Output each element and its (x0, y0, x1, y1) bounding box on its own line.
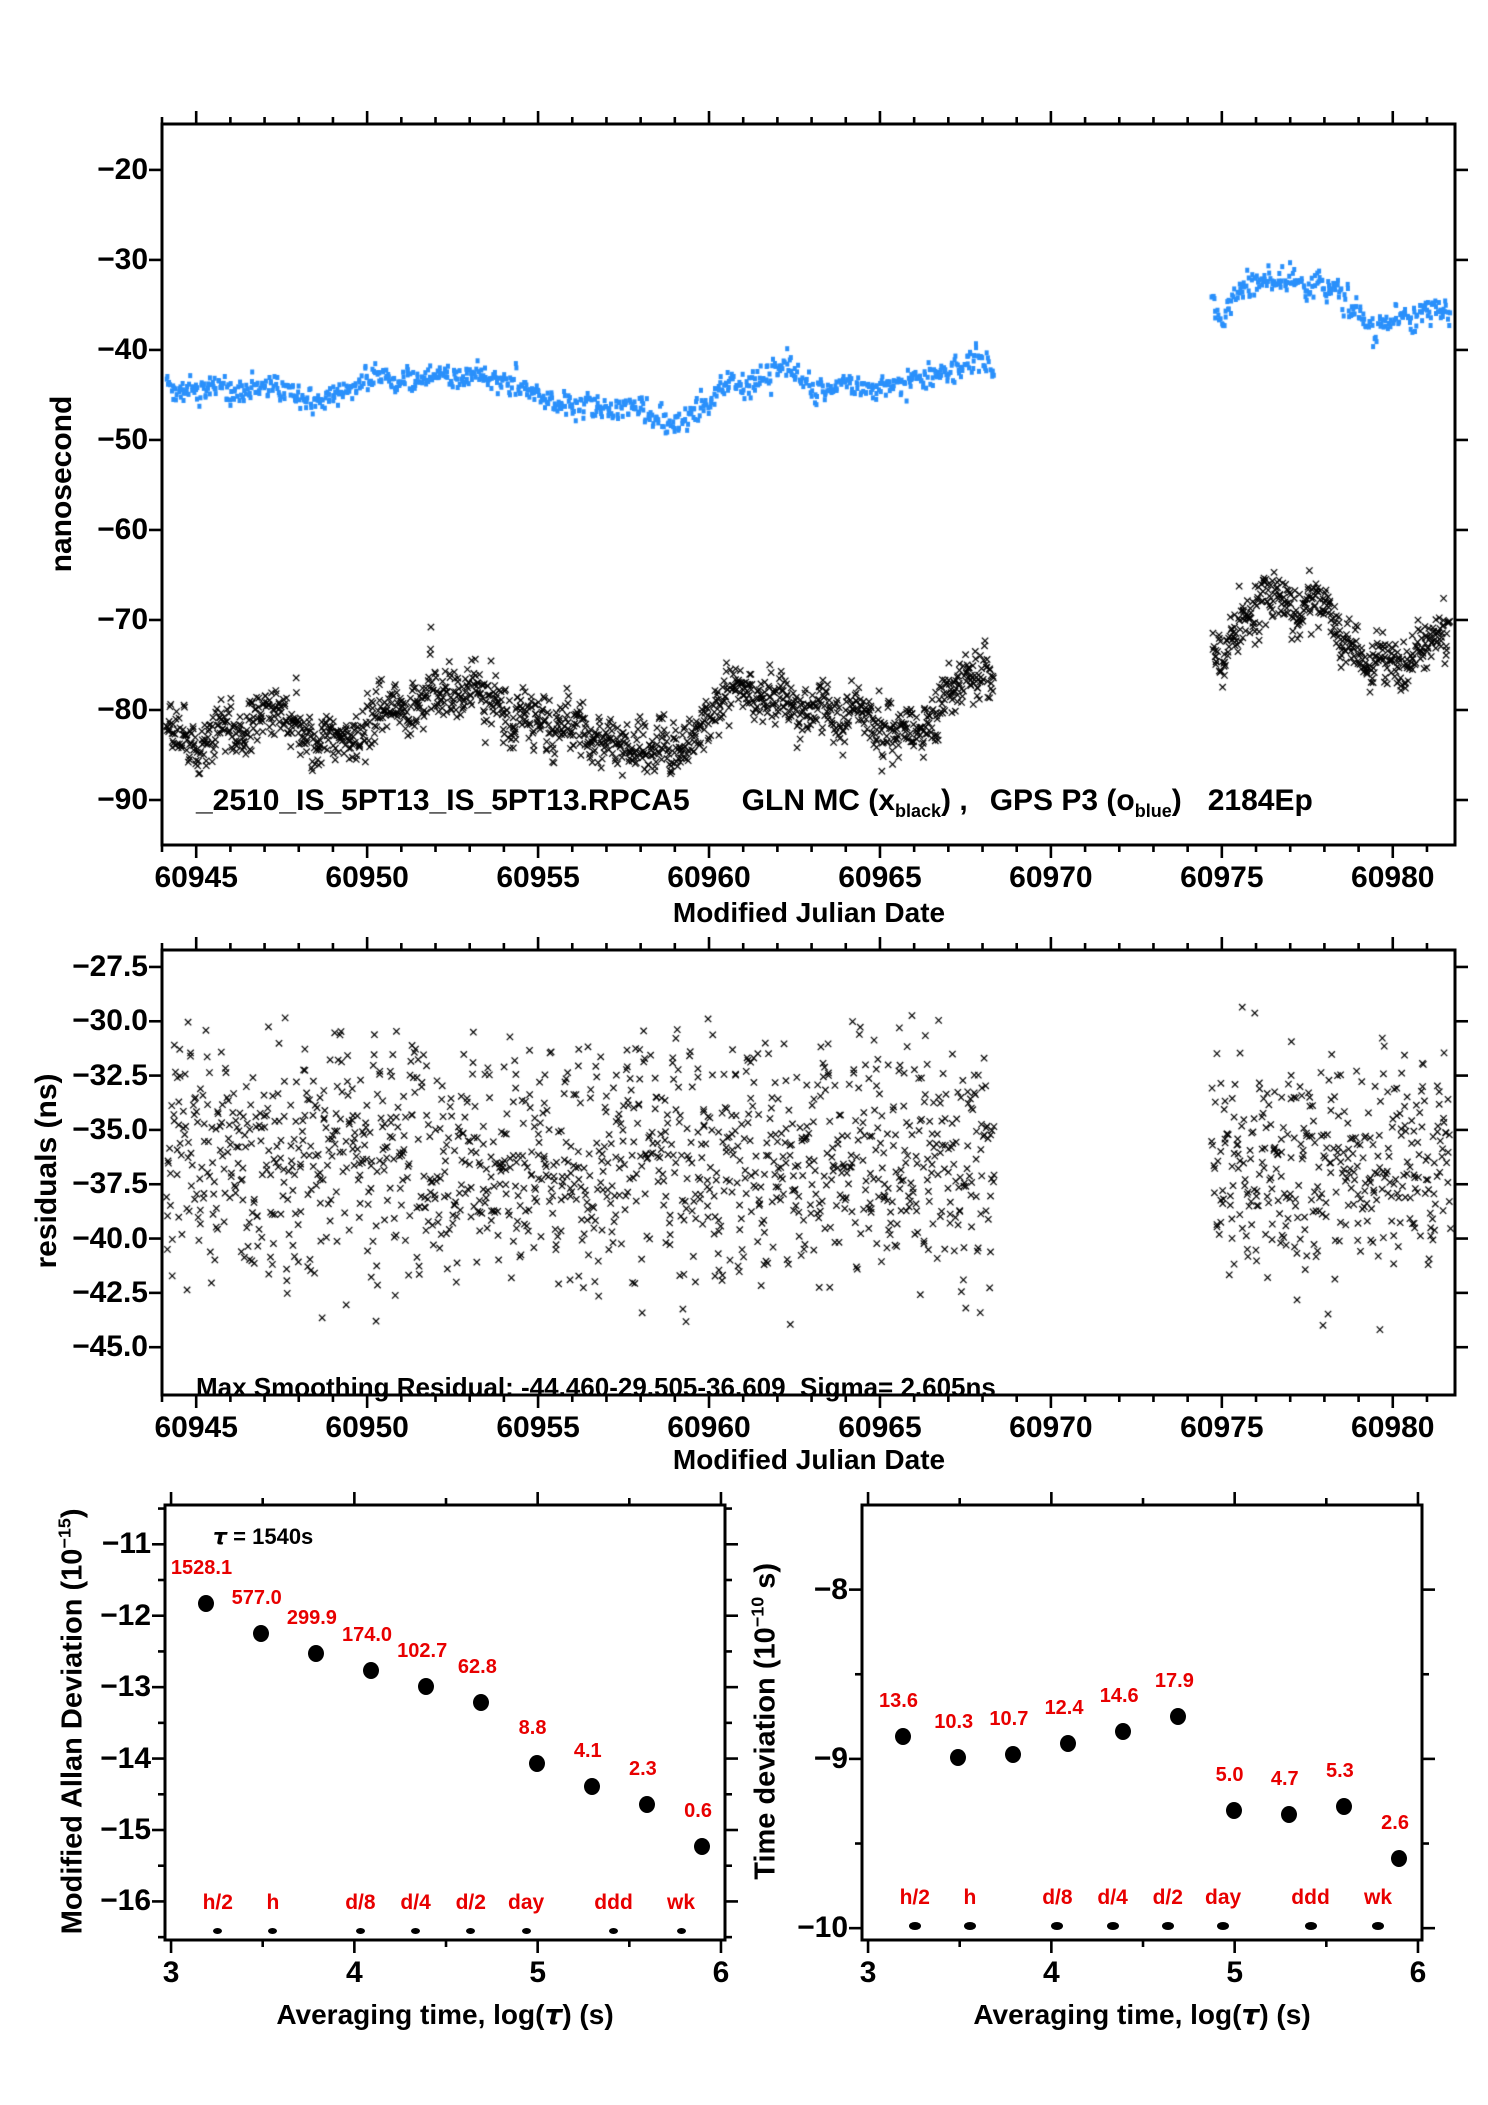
value-label: 10.3 (934, 1710, 974, 1733)
scatter-canvas-top-timeseries (162, 124, 1455, 845)
x-tick-label: 60965 (838, 861, 922, 894)
panel3-x-axis-title (195, 1998, 695, 2031)
tau-symbol: τ (1241, 1998, 1260, 2031)
value-label: 5.0 (1215, 1763, 1244, 1786)
value-label: 2.6 (1381, 1811, 1409, 1834)
data-point-dot (363, 1662, 379, 1679)
y-tick-label: −90 (97, 782, 148, 816)
x-tick-label: 60975 (1180, 861, 1264, 894)
x-tick-label: 6 (712, 1956, 730, 1989)
value-label: 14.6 (1099, 1685, 1139, 1708)
value-label: 12.4 (1044, 1697, 1084, 1720)
panel1-y-axis-title-text: nanosecond (45, 395, 78, 573)
y-tick-label: −45.0 (72, 1330, 148, 1364)
data-point-dot (1226, 1802, 1242, 1819)
period-label: d/8 (345, 1891, 376, 1915)
panel2-x-axis-title (509, 1444, 1109, 1476)
x-tick-label: 60970 (1009, 861, 1093, 894)
y-tick-label: −27.5 (72, 949, 148, 983)
period-label: d/4 (400, 1891, 431, 1915)
value-label: 4.1 (573, 1740, 602, 1763)
y-tick-label: −60 (97, 512, 148, 546)
x-tick-label: 3 (162, 1956, 180, 1989)
period-label: day (1205, 1885, 1242, 1909)
value-label: 62.8 (457, 1655, 497, 1678)
period-label: d/4 (1097, 1885, 1128, 1909)
period-label: day (508, 1891, 545, 1915)
period-label: h/2 (202, 1891, 233, 1915)
panel1-x-axis-title-text: Modified Julian Date (672, 897, 946, 928)
panel1-x-axis-title (509, 897, 1109, 929)
value-label: 5.3 (1326, 1759, 1354, 1782)
y-tick-label: −13 (100, 1670, 151, 1704)
y-tick-label: −50 (97, 422, 148, 456)
period-label: h/2 (899, 1885, 930, 1909)
x-tick-label: 60955 (496, 1411, 580, 1444)
panel3-y-axis-title-text: Modified Allan Deviation (10 (56, 1548, 89, 1935)
value-label: 4.7 (1270, 1768, 1299, 1791)
x-tick-label: 60950 (325, 861, 409, 894)
x-tick-label: 60955 (496, 861, 580, 894)
x-tick-label: 60980 (1351, 1411, 1435, 1444)
y-tick-label: −11 (101, 1527, 151, 1561)
period-label: d/8 (1042, 1885, 1073, 1909)
panel4-y-axis-exponent: −10 (747, 1596, 768, 1628)
y-tick-label: −20 (97, 152, 148, 186)
y-tick-label: −30 (97, 242, 148, 276)
tau-annotation-symbol: τ (213, 1525, 228, 1550)
y-tick-label: −12 (100, 1598, 151, 1632)
panel4-y-axis-title-text: Time deviation (10 (749, 1627, 782, 1880)
x-tick-label: 60960 (667, 861, 751, 894)
panel3-x-axis-title-pre: Averaging time, log( (276, 1999, 545, 2030)
value-label: 577.0 (231, 1586, 282, 1609)
x-tick-label: 60970 (1009, 1411, 1093, 1444)
y-tick-label: −32.5 (72, 1058, 148, 1092)
y-tick-label: −80 (97, 692, 148, 726)
y-tick-label: −15 (100, 1813, 151, 1846)
value-label: 10.7 (989, 1707, 1029, 1730)
data-point-dot (950, 1749, 966, 1766)
data-point-dot (1391, 1850, 1407, 1867)
x-tick-label: 5 (529, 1956, 546, 1989)
panel3-y-axis-close: ) (56, 1508, 89, 1519)
period-label: wk (666, 1891, 695, 1915)
panel4-x-axis-title (892, 1998, 1392, 2031)
y-tick-label: −8 (813, 1572, 848, 1606)
panel2-y-axis-title-text: residuals (ns) (30, 1073, 63, 1269)
y-tick-label: −40.0 (72, 1221, 148, 1255)
x-tick-label: 60945 (154, 861, 238, 894)
y-tick-label: −14 (100, 1741, 151, 1775)
data-point-dot (694, 1838, 710, 1855)
x-tick-label: 6 (1409, 1956, 1427, 1989)
y-tick-label: −40 (97, 332, 148, 366)
value-label: 17.9 (1154, 1670, 1194, 1693)
x-tick-label: 4 (1043, 1956, 1060, 1989)
period-label: h (266, 1891, 280, 1915)
value-label: 0.6 (684, 1799, 712, 1822)
period-marker (964, 1922, 976, 1930)
y-tick-label: −70 (97, 602, 148, 636)
panel4-x-axis-title-pre: Averaging time, log( (973, 1999, 1242, 2030)
data-point-dot (473, 1694, 489, 1711)
x-tick-label: 3 (859, 1956, 877, 1989)
x-tick-label: 5 (1226, 1956, 1243, 1989)
period-marker (909, 1922, 921, 1930)
x-tick-label: 60980 (1351, 861, 1435, 894)
x-tick-label: 60945 (154, 1411, 238, 1444)
value-label: 2.3 (629, 1758, 657, 1781)
period-marker (1372, 1922, 1384, 1930)
period-label: h (963, 1885, 977, 1909)
value-label: 8.8 (518, 1716, 547, 1739)
value-label: 1528.1 (170, 1556, 233, 1579)
panel4-x-axis-title-post: ) (s) (1259, 1999, 1311, 2030)
x-tick-label: 60950 (325, 1411, 409, 1444)
y-tick-label: −42.5 (72, 1275, 148, 1309)
x-tick-label: 60960 (667, 1411, 751, 1444)
value-label: 13.6 (879, 1690, 918, 1713)
x-tick-label: 60975 (1180, 1411, 1264, 1444)
data-point-dot (1060, 1735, 1076, 1752)
panel4-y-axis-close: s) (749, 1562, 782, 1597)
period-marker (1217, 1922, 1229, 1930)
panel1-y-axis-title (45, 234, 79, 734)
period-label: ddd (1291, 1885, 1330, 1909)
tau-symbol: τ (544, 1998, 563, 2031)
value-label: 102.7 (397, 1640, 448, 1663)
panel3-x-axis-title-post: ) (s) (562, 1999, 614, 2030)
value-label: 299.9 (286, 1607, 337, 1630)
y-tick-label: −16 (100, 1884, 151, 1918)
tau-annotation-value: = 1540s (227, 1524, 314, 1549)
data-point-dot (308, 1645, 324, 1662)
data-point-dot (1281, 1806, 1297, 1823)
period-marker (1305, 1922, 1317, 1930)
value-label: 174.0 (342, 1623, 393, 1646)
y-tick-label: −9 (813, 1741, 848, 1775)
period-marker (1107, 1922, 1119, 1930)
y-tick-label: −35.0 (72, 1112, 148, 1146)
period-marker (1051, 1922, 1063, 1930)
period-label: d/2 (455, 1891, 486, 1915)
period-label: wk (1363, 1885, 1392, 1909)
panel3-y-axis-exponent: −15 (54, 1518, 75, 1549)
x-tick-label: 60965 (838, 1411, 922, 1444)
panel2-x-axis-title-text: Modified Julian Date (672, 1444, 946, 1475)
y-tick-label: −10 (797, 1911, 848, 1945)
y-tick-label: −30.0 (72, 1004, 148, 1038)
scatter-canvas-residuals (162, 950, 1455, 1395)
y-tick-label: −37.5 (72, 1167, 148, 1201)
period-marker (1162, 1922, 1174, 1930)
period-label: d/2 (1152, 1885, 1183, 1909)
period-label: ddd (594, 1891, 633, 1915)
x-tick-label: 4 (346, 1956, 363, 1989)
data-point-dot (1005, 1746, 1021, 1763)
